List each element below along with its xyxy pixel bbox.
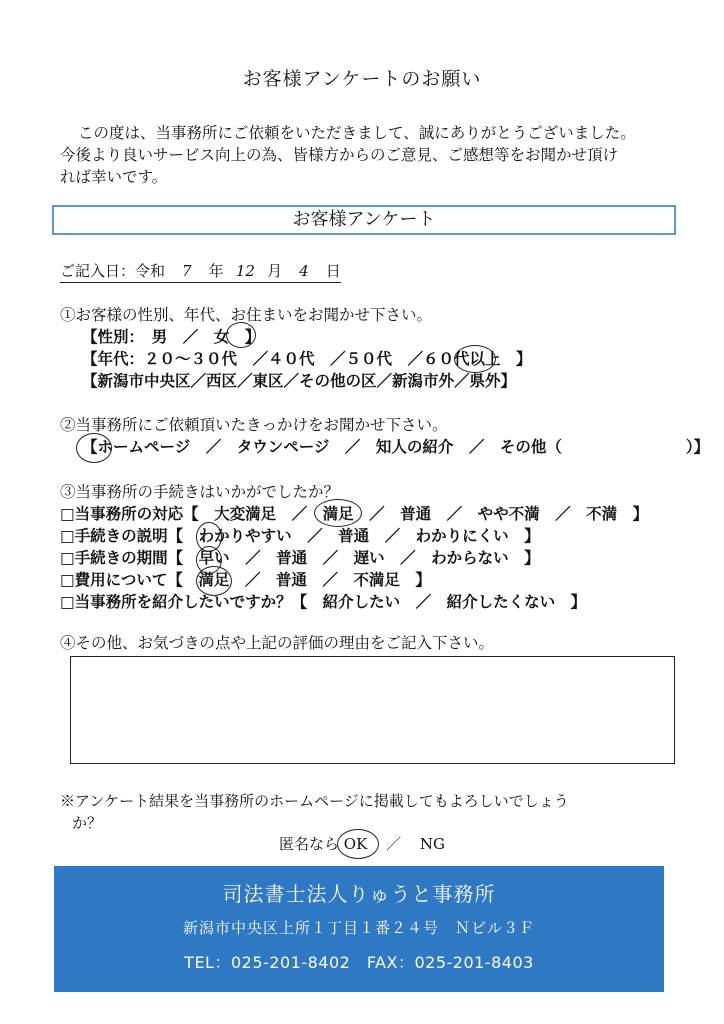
entry-date: [60, 260, 341, 281]
q3-question: ③当事務所の手続きはいかがでしたか？: [60, 483, 340, 501]
intro-line-2: 今後より良いサービス向上の為、皆様方からのご意見、ご感想等をお聞かせ頂け: [60, 146, 619, 164]
q4-question: ④その他、お気づきの点や上記の評価の理由をご記入下さい。: [60, 634, 495, 652]
q1-age-options[interactable]: 【年代：２０～３０代 ／４０代 ／５０代 ／６０代以上 】: [82, 349, 532, 368]
q3-row-response[interactable]: □当事務所の対応【 大変満足 ／ 満足 ／ 普通 ／ やや不満 ／ 不満 】: [60, 504, 649, 523]
entry-date-year-unit: 年: [208, 262, 224, 280]
anonymous-label: 匿名なら: [279, 835, 340, 853]
office-address: 新潟市中央区上所１丁目１番２４号 Ｎビル３Ｆ: [182, 919, 535, 937]
office-footer: [54, 866, 664, 992]
anonymous-separator: ／: [386, 835, 402, 853]
comment-textarea[interactable]: [70, 656, 675, 764]
office-name: 司法書士法人りゅうと事務所: [222, 882, 496, 906]
q3-row-recommend[interactable]: □当事務所を紹介したいですか？【 紹介したい ／ 紹介したくない 】: [60, 592, 587, 611]
intro-text: [60, 122, 680, 188]
page-title: お客様アンケートのお願い: [242, 68, 482, 90]
q3-row-explanation[interactable]: □手続きの説明【 わかりやすい ／ 普通 ／ わかりにくい 】: [60, 526, 540, 545]
selection-circle-age: [454, 345, 496, 373]
anonymous-ok-option[interactable]: OK: [343, 835, 368, 853]
entry-date-year[interactable]: 7: [182, 262, 192, 280]
office-contact: TEL：025-201-8402 FAX：025-201-8403: [184, 953, 534, 972]
selection-circle-anonymous: [337, 829, 379, 859]
q3-row-fee[interactable]: □費用について【 満足 ／ 普通 ／ 不満足 】: [60, 570, 431, 589]
selection-circle-gender: [226, 322, 256, 348]
selection-circle-fee: [196, 566, 232, 596]
publish-consent-note: [60, 790, 680, 834]
q2-question: ②当事務所にご依頼頂いたきっかけをお聞かせ下さい。: [60, 416, 448, 434]
q1-gender-options[interactable]: 【性別： 男 ／ 女 】: [82, 327, 261, 346]
publish-note-line-1: ※アンケート結果を当事務所のホームページに掲載してもよろしいでしょう: [60, 792, 569, 810]
intro-line-3: れば幸いです。: [60, 168, 168, 186]
entry-date-day-unit: 日: [325, 262, 341, 280]
survey-heading: お客様アンケート: [52, 205, 676, 235]
anonymous-ng-option[interactable]: NG: [419, 835, 445, 853]
selection-circle-response: [314, 499, 362, 527]
q2-options[interactable]: 【ホームページ ／ タウンページ ／ 知人の紹介 ／ その他（ ）】: [82, 437, 710, 456]
entry-date-line: [60, 262, 341, 283]
entry-date-month[interactable]: 12: [235, 262, 255, 280]
q1-question: ①お客様の性別、年代、お住まいをお聞かせ下さい。: [60, 306, 433, 324]
q3-row-duration[interactable]: □手続きの期間【 早い ／ 普通 ／ 遅い ／ わからない 】: [60, 548, 540, 567]
entry-date-month-unit: 月: [267, 262, 283, 280]
question-3: [60, 481, 648, 613]
publish-note-line-2: か？: [72, 814, 103, 832]
entry-date-label: ご記入日：令和: [60, 262, 166, 280]
question-4: [60, 632, 494, 654]
selection-circle-trigger: [76, 433, 112, 463]
question-2: [60, 414, 709, 458]
q1-area-options[interactable]: 【新潟市中央区／西区／東区／その他の区／新潟市外／県外】: [82, 371, 517, 390]
intro-line-1: この度は、当事務所にご依頼をいただきまして、誠にありがとうございました。: [78, 124, 636, 142]
entry-date-day[interactable]: 4: [299, 262, 309, 280]
